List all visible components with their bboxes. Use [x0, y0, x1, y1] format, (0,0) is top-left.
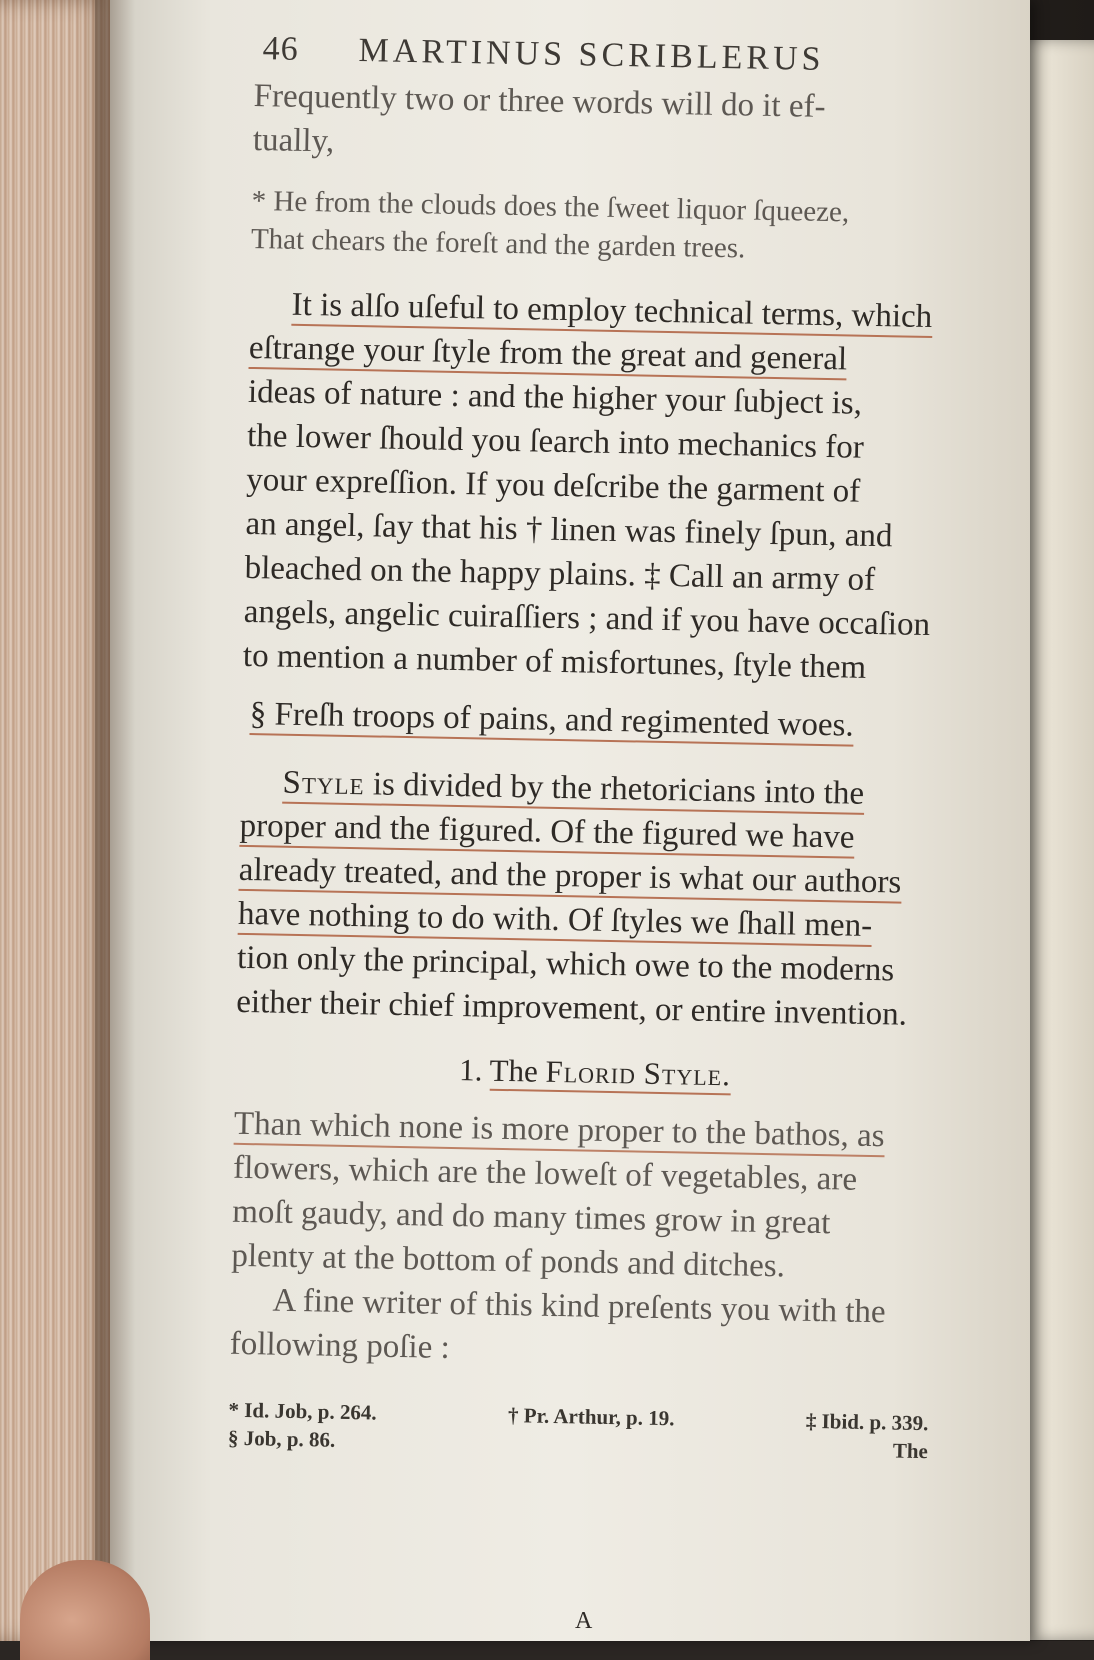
footnote: § Job, p. 86.: [227, 1425, 336, 1452]
text-line: bleached on the happy plains. ‡ Call an army of: [244, 549, 876, 599]
paragraph-technical-terms: [243, 282, 970, 692]
small-caps-word: Style: [282, 764, 366, 803]
text-line: ideas of nature : and the higher your ſubject is,: [247, 373, 863, 422]
page-gutter-shadow: [95, 0, 135, 1641]
heading-word: The: [489, 1052, 539, 1089]
underlined-text: eſtrange your ſtyle from the great and general: [248, 330, 847, 380]
signature-mark: A: [575, 1608, 593, 1634]
text-line: flowers, which are the loweſt of vegetables, are: [232, 1149, 858, 1198]
verse-line: That chears the foreſt and the garden trees.: [250, 222, 746, 265]
text-line: plenty at the bottom of ponds and ditches.: [231, 1237, 786, 1285]
text-line: moſt gaudy, and do many times grow in great: [231, 1193, 831, 1242]
page-fore-edge: [0, 0, 110, 1641]
underlined-text: have nothing to do with. Of ſtyles we ſhall men-: [238, 896, 873, 947]
verse-line: * He from the clouds does the ſweet liquor ſqueeze,: [251, 184, 850, 229]
footnote: ‡ Ibid. p. 339.: [805, 1408, 929, 1436]
underlined-quote: § Freſh troops of pains, and regimented woes.: [249, 696, 854, 747]
text-line: an angel, ſay that his † linen was finely ſpun, and: [245, 505, 893, 555]
section-heading: [235, 1048, 956, 1098]
text-line: tion only the principal, which owe to the moderns: [236, 939, 895, 989]
intro-text: [252, 74, 974, 176]
underlined-text: Than which none is more proper to the bathos, as: [234, 1106, 885, 1157]
catchword: The: [892, 1438, 929, 1464]
thumb: [20, 1560, 150, 1660]
heading-word: Florid: [545, 1053, 637, 1091]
text-line: angels, angelic cuiraſſiers ; and if you have occaſion: [243, 593, 931, 644]
paragraph-style: [236, 760, 961, 1038]
paragraph-bathos: [229, 1102, 954, 1380]
page-text: [228, 30, 975, 1466]
text-line: either their chief improvement, or entire invention.: [235, 983, 908, 1033]
text-line: to mention a number of misfortunes, ſtyle them: [242, 637, 867, 686]
text-line: your expreſſion. If you deſcribe the garment of: [246, 461, 861, 510]
running-title: MARTINUS SCRIBLERUS: [358, 31, 825, 78]
underlined-text: It is alſo uſeful to employ technical terms, which: [291, 287, 932, 338]
text-line: A fine writer of this kind preſents you with the: [272, 1282, 887, 1331]
text-line: the lower ſhould you ſearch into mechanics for: [246, 417, 865, 466]
text-line: following poſie :: [229, 1325, 451, 1366]
underlined-text: proper and the figured. Of the figured we have: [239, 808, 854, 859]
footnote: † Pr. Arthur, p. 19.: [507, 1403, 675, 1431]
facing-page-edge: [1020, 40, 1094, 1640]
verse-quote: [251, 182, 972, 272]
underlined-text: already treated, and the proper is what our authors: [238, 852, 901, 904]
text-line: tually,: [252, 121, 335, 160]
footnote: * Id. Job, p. 264.: [228, 1397, 377, 1425]
heading-word: Style.: [643, 1055, 732, 1093]
text-span: is divided by the rhetoricians into the: [364, 766, 865, 812]
text-line: Frequently two or three words will do it ef-: [253, 77, 826, 125]
page-number: 46: [262, 30, 299, 68]
heading-number: 1.: [458, 1052, 483, 1088]
